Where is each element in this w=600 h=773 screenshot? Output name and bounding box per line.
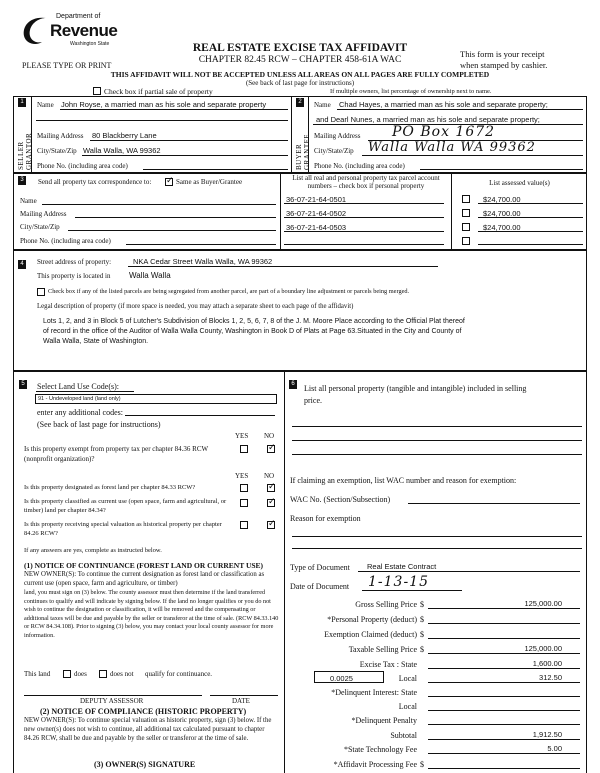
land-use-see-back: (See back of last page for instructions): [37, 420, 161, 429]
reason-line-2[interactable]: [292, 548, 582, 549]
see-back-note: (See back of last page for instructions): [245, 79, 355, 87]
reason-label: Reason for exemption: [290, 514, 361, 523]
seller-name[interactable]: John Royse, a married man as his sole and separate property: [61, 100, 267, 109]
doc-type-value[interactable]: Real Estate Contract: [367, 562, 437, 571]
parcel-number-2[interactable]: 36-07-21-64-0502: [286, 209, 347, 218]
street-address[interactable]: NKA Cedar Street Walla Walla, WA 99362: [133, 257, 273, 266]
please-type: PLEASE TYPE OR PRINT: [22, 61, 112, 70]
assessor-date-label: DATE: [232, 697, 250, 705]
located-label: This property is located in: [37, 272, 111, 280]
does-not-checkbox[interactable]: [99, 670, 107, 678]
parcel-4-personal-checkbox[interactable]: [462, 237, 470, 245]
row-excise-state-label: Excise Tax : State: [359, 660, 417, 669]
local-rate-value: 0.0025: [330, 674, 353, 683]
doc-date-value[interactable]: 1-13-15: [368, 574, 429, 590]
seller-side-label: SELLER GRANTOR: [17, 132, 33, 170]
row-exemption-label: Exemption Claimed (deduct): [324, 630, 417, 639]
dollar-sign-3: $: [420, 630, 424, 639]
parcel-2-personal-checkbox[interactable]: [462, 209, 470, 217]
row-excise-local-label: Local: [398, 674, 417, 683]
warning-text: THIS AFFIDAVIT WILL NOT BE ACCEPTED UNLESS ALL AREAS ON ALL PAGES ARE FULLY COMPLETED: [110, 70, 490, 79]
corr-phone-label: Phone No. (including area code): [20, 237, 111, 245]
legal-line-2: of record in the office of the Auditor of Walla Walla County, Washington in Book D of Plats at Page 63.Situated in the City and County of: [43, 328, 462, 335]
assessed-header: List assessed value(s): [489, 179, 550, 187]
q-historical-label: Is this property receiving special valuation as historical property per chapter 84.26 RCW?: [24, 521, 222, 537]
row-taxable-value[interactable]: 125,000.00: [524, 644, 562, 653]
row-subtotal-label: Subtotal: [390, 731, 417, 740]
reason-line-1[interactable]: [292, 536, 582, 537]
buyer-side-label: BUYER GRANTEE: [295, 133, 311, 170]
does-not-label: does not: [110, 670, 134, 678]
land-use-label: Select Land Use Code(s):: [37, 382, 119, 391]
parcel-number-1[interactable]: 36-07-21-64-0501: [286, 195, 347, 204]
dollar-sign-2: $: [420, 615, 424, 624]
section-6-number: 6: [289, 380, 297, 389]
buyer-name-1[interactable]: Chad Hayes, a married man as his sole and separate property;: [339, 100, 548, 109]
q-forest-no[interactable]: [267, 484, 275, 492]
q-exempt-yes[interactable]: [240, 445, 248, 453]
section-2-number: 2: [296, 98, 304, 107]
section-1-number: 1: [18, 98, 26, 107]
additional-codes-label: enter any additional codes:: [37, 408, 123, 417]
receipt-note-1: This form is your receipt: [460, 49, 545, 59]
exemption-claim-label: If claiming an exemption, list WAC number and reason for exemption:: [290, 476, 517, 485]
notice2-p: NEW OWNER(S): To continue special valuation as historic property, sign (3) below. If the new owner(s) does not wish to continue, all additional tax calculated pursuant to chapter 84.26 RCW, shall be due and payable by the seller or transferor at the time of sale.: [24, 717, 272, 742]
row-delinquent-local-label: Local: [398, 702, 417, 711]
seller-phone-label: Phone No. (including area code): [37, 162, 128, 170]
row-delinquent-state-label: *Delinquent Interest: State: [331, 688, 417, 697]
parcel-value-3[interactable]: $24,700.00: [483, 223, 521, 232]
row-excise-local-value[interactable]: 312.50: [539, 673, 562, 682]
logo-line2: Revenue: [50, 21, 118, 40]
personal-property-label-1: List all personal property (tangible and intangible) included in selling: [304, 384, 527, 393]
seller-mailing[interactable]: 80 Blackberry Lane: [92, 131, 157, 140]
buyer-phone-label: Phone No. (including area code): [314, 162, 405, 170]
seller-mailing-label: Mailing Address: [37, 132, 84, 140]
q-current-use-yes[interactable]: [240, 499, 248, 507]
q-historical-yes[interactable]: [240, 521, 248, 529]
no-header-2: NO: [264, 472, 275, 480]
owner-signature-label: (3) OWNER(S) SIGNATURE: [94, 760, 196, 769]
notice1-p1: NEW OWNER(S): To continue the current designation as forest land or classification as current use (open space, farm and agriculture, or timber): [24, 571, 265, 587]
seller-city-label: City/State/Zip: [37, 147, 77, 155]
row-subtotal-value[interactable]: 1,912.50: [532, 730, 562, 739]
wac-label: WAC No. (Section/Subsection): [290, 495, 391, 504]
does-label: does: [74, 670, 87, 678]
dollar-sign-1: $: [420, 600, 424, 609]
section-5-number: 5: [19, 380, 27, 389]
notice2-title: (2) NOTICE OF COMPLIANCE (HISTORIC PROPERTY): [40, 707, 247, 716]
if-yes-note: If any answers are yes, complete as instructed below.: [24, 547, 162, 554]
form-subtitle: CHAPTER 82.45 RCW – CHAPTER 458-61A WAC: [198, 55, 402, 65]
buyer-mailing[interactable]: PO Box 1672: [392, 124, 496, 140]
corr-mailing-label: Mailing Address: [20, 210, 67, 218]
logo-line3: Washington State: [70, 41, 110, 47]
q-forest-yes[interactable]: [240, 484, 248, 492]
corr-name-label: Name: [20, 197, 37, 205]
parties-divider: [291, 96, 292, 173]
this-land-label: This land: [24, 670, 51, 678]
deputy-assessor-signature-line[interactable]: [24, 695, 202, 696]
q-current-use-label: Is this property classified as current use (open space, farm and agricultural, or timber) land per chapter 84.34?: [24, 498, 227, 514]
parcel-number-3[interactable]: 36-07-21-64-0503: [286, 223, 347, 232]
does-checkbox[interactable]: [63, 670, 71, 678]
dor-logo: [20, 12, 118, 58]
personal-property-line-1[interactable]: [292, 426, 582, 427]
buyer-city-label: City/State/Zip: [314, 147, 354, 155]
land-use-select-value: 91 - Undeveloped land (land only): [38, 396, 121, 402]
parcel-1-personal-checkbox[interactable]: [462, 195, 470, 203]
form-title: REAL ESTATE EXCISE TAX AFFIDAVIT: [192, 42, 408, 54]
corr-city-label: City/State/Zip: [20, 223, 60, 231]
segregated-label: Check box if any of the listed parcels are being segregated from another parcel, are part of a boundary line adjustment or parcels being merged.: [48, 288, 410, 295]
row-penalty-label: *Delinquent Penalty: [351, 716, 417, 725]
deputy-assessor-label: DEPUTY ASSESSOR: [80, 697, 144, 705]
buyer-mailing-label: Mailing Address: [314, 132, 361, 140]
row-tech-fee-label: *State Technology Fee: [343, 745, 417, 754]
parcel-value-1[interactable]: $24,700.00: [483, 195, 521, 204]
seller-city[interactable]: Walla Walla, WA 99362: [83, 146, 161, 155]
section-4-number: 4: [18, 260, 26, 269]
segregated-checkbox[interactable]: [37, 288, 45, 296]
no-header-1: NO: [264, 432, 275, 440]
seller-name-label: Name: [37, 101, 54, 109]
located-county[interactable]: Walla Walla: [129, 271, 171, 280]
buyer-name-label: Name: [314, 101, 331, 109]
wac-input[interactable]: [408, 503, 580, 504]
row-tech-fee-value[interactable]: 5.00: [547, 744, 562, 753]
q-exempt-no[interactable]: [267, 445, 275, 453]
personal-property-line-3[interactable]: [292, 454, 582, 455]
buyer-name-2[interactable]: and Dearl Nunes, a married man as his sole and separate property;: [316, 115, 540, 124]
land-use-select[interactable]: [35, 394, 277, 404]
same-as-buyer-label: Same as Buyer/Grantee: [176, 178, 243, 186]
same-as-buyer-checkbox[interactable]: [165, 178, 173, 186]
notice1-p2: land, you must sign on (3) below. The county assessor must then determine if the land transferred continues to qualify and will indicate by signing below. If the land no longer qualifies or you do not wish to continue the designation or classification, it will be removed and the compensating or additional taxes will be due and payable by the seller or transferor at the time of sale. (RCW 84.33.140 or RCW 84.34.108). Prior to signing (3) below, you may contact your local county assessor for more information.: [24, 589, 279, 639]
personal-property-line-2[interactable]: [292, 440, 582, 441]
q-exempt-label: Is this property exempt from property tax per chapter 84.36 RCW (nonprofit organization)?: [24, 445, 208, 463]
parcel-3-personal-checkbox[interactable]: [462, 223, 470, 231]
personal-property-label-2: price.: [304, 396, 322, 405]
qualify-label: qualify for continuance.: [145, 670, 213, 678]
q-historical-no[interactable]: [267, 521, 275, 529]
parcel-header-2: numbers – check box if personal property: [307, 182, 425, 190]
row-gross-value[interactable]: 125,000.00: [524, 599, 562, 608]
q-forest-label: Is this property designated as forest land per chapter 84.33 RCW?: [24, 484, 196, 491]
dollar-sign-5: $: [420, 760, 424, 769]
row-taxable-label: Taxable Selling Price: [348, 645, 417, 654]
receipt-note-2: when stamped by cashier.: [460, 60, 548, 70]
row-excise-state-value[interactable]: 1,600.00: [532, 659, 562, 668]
logo-swoosh-icon: [20, 14, 50, 48]
yes-header-1: YES: [235, 432, 249, 440]
section-4-box: [13, 250, 587, 371]
row-gross-label: Gross Selling Price: [355, 600, 417, 609]
parcel-header-1: List all real and personal property tax parcel account: [292, 174, 440, 182]
local-rate-field[interactable]: [314, 671, 384, 683]
legal-line-1: Lots 1, 2, and 3 in Block 5 of Lutcher's Subdivision of Blocks 1, 2, 5, 6, 7, 8 of the J. M. Moore Place according to the Official Plat thereof: [43, 318, 465, 325]
row-affidavit-fee-label: *Affidavit Processing Fee: [333, 760, 417, 769]
yes-header-2: YES: [235, 472, 249, 480]
multiple-owners-note: If multiple owners, list percentage of ownership next to name.: [330, 88, 492, 95]
doc-date-label: Date of Document: [290, 582, 350, 591]
legal-line-3: Walla Walla, State of Washington.: [43, 338, 149, 345]
legal-label: Legal description of property (if more space is needed, you may attach a separate sheet to each page of the affidavit): [37, 303, 354, 310]
notice1-title: (1) NOTICE OF CONTINUANCE (FOREST LAND OR CURRENT USE): [24, 561, 264, 570]
assessor-date-line[interactable]: [210, 695, 278, 696]
section-3-number: 3: [18, 176, 26, 185]
buyer-city[interactable]: Walla Walla WA 99362: [368, 140, 536, 155]
logo-line1: Department of: [56, 13, 101, 20]
doc-type-label: Type of Document: [290, 563, 350, 572]
correspondence-label: Send all property tax correspondence to:: [38, 178, 152, 186]
row-personal-label: *Personal Property (deduct): [327, 615, 417, 624]
partial-sale-checkbox[interactable]: [93, 87, 101, 95]
street-label: Street address of property:: [37, 258, 112, 266]
parcel-value-2[interactable]: $24,700.00: [483, 209, 521, 218]
partial-sale-label: Check box if partial sale of property: [104, 87, 213, 96]
dollar-sign-4: $: [420, 645, 424, 654]
q-current-use-no[interactable]: [267, 499, 275, 507]
